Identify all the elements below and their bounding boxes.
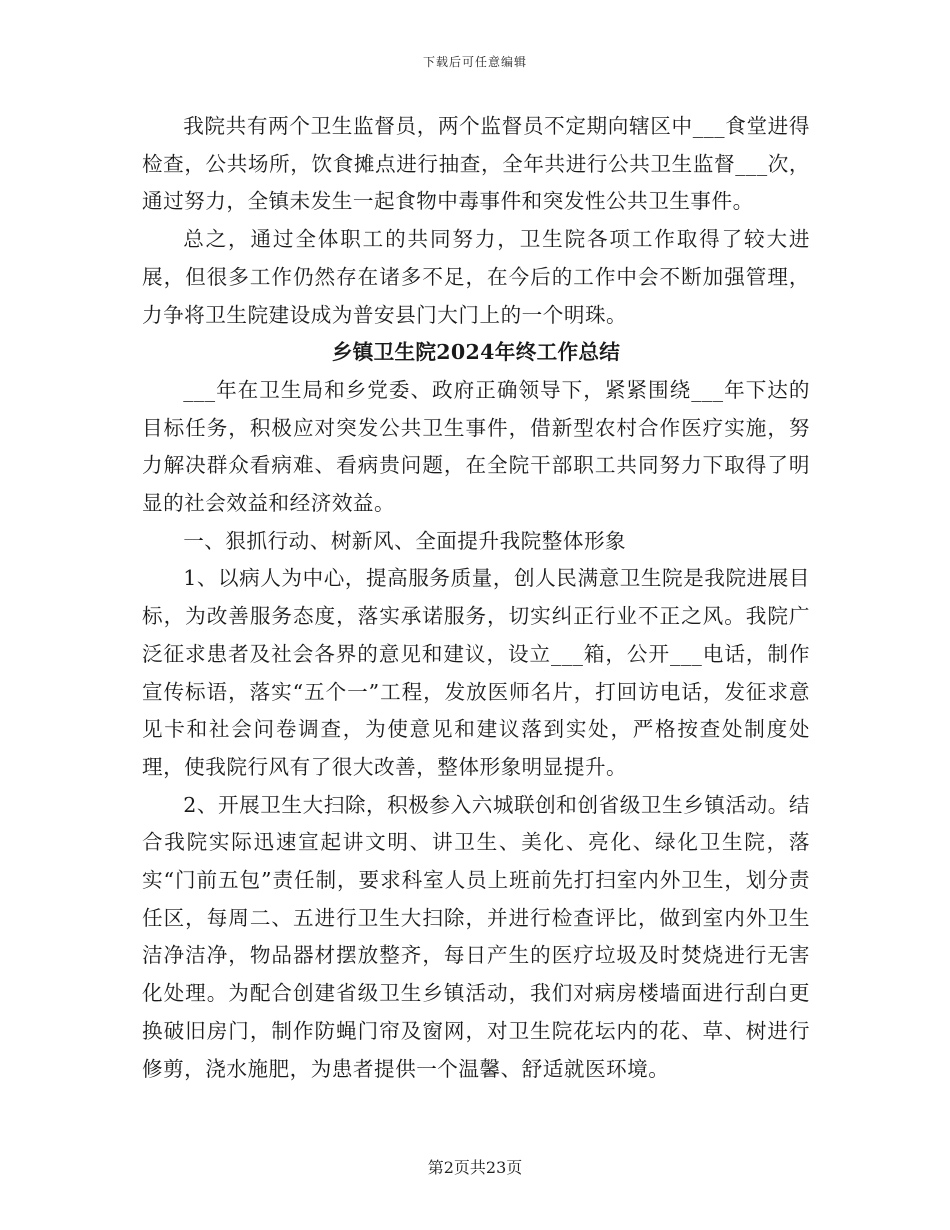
paragraph-item-1: 1、以病人为中心，提高服务质量，创人民满意卫生院是我院进展目标，为改善服务态度，落实承诺服务，切实纠正行业不正之风。我院广泛征求患者及社会各界的意见和建议，设立___箱，公开___电话，制作宣传标语，落实“五个一”工程，发放医师名片，打回访电话，发征求意见卡和社会问卷调查，为使意见和建议落到实处，严格按查处制度处理，使我院行风有了很大改善，整体形象明显提升。 (142, 566, 810, 779)
paragraph-conclusion: 总之，通过全体职工的共同努力，卫生院各项工作取得了较大进展，但很多工作仍然存在诸多不足，在今后的工作中会不断加强管理，力争将卫生院建设成为普安县门大门上的一个明珠。 (142, 227, 810, 327)
section-title: 乡镇卫生院2024年终工作总结 (331, 340, 621, 365)
paragraph-overview: ___年在卫生局和乡党委、政府正确领导下，紧紧围绕___年下达的目标任务，积极应对突发公共卫生事件，借新型农村合作医疗实施，努力解决群众看病难、看病贵问题，在全院干部职工共同努力下取得了明显的社会效益和经济效益。 (142, 377, 810, 516)
paragraph-item-2: 2、开展卫生大扫除，积极参入六城联创和创省级卫生乡镇活动。结合我院实际迅速宣起讲文明、讲卫生、美化、亮化、绿化卫生院，落实“门前五包”责任制，要求科室人员上班前先打扫室内外卫生，划分责任区，每周二、五进行卫生大扫除，并进行检查评比，做到室内外卫生洁净洁净，物品器材摆放整齐，每日产生的医疗垃圾及时焚烧进行无害化处理。为配合创建省级卫生乡镇活动，我们对病房楼墙面进行刮白更换破旧房门，制作防蝇门帘及窗网，对卫生院花坛内的花、草、树进行修剪，浇水施肥，为患者提供一个温馨、舒适就医环境。 (142, 792, 810, 1081)
paragraph-supervision: 我院共有两个卫生监督员，两个监督员不定期向辖区中___食堂进得检查，公共场所，饮食摊点进行抽查，全年共进行公共卫生监督___次，通过努力，全镇未发生一起食物中毒事件和突发性公共卫生事件。 (142, 114, 810, 214)
page-number: 第2页共23页 (427, 1158, 523, 1177)
download-note: 下载后可任意编辑 (422, 55, 527, 69)
document-body (142, 108, 810, 1088)
subheading-image: 一、狠抓行动、树新风、全面提升我院整体形象 (183, 528, 627, 553)
